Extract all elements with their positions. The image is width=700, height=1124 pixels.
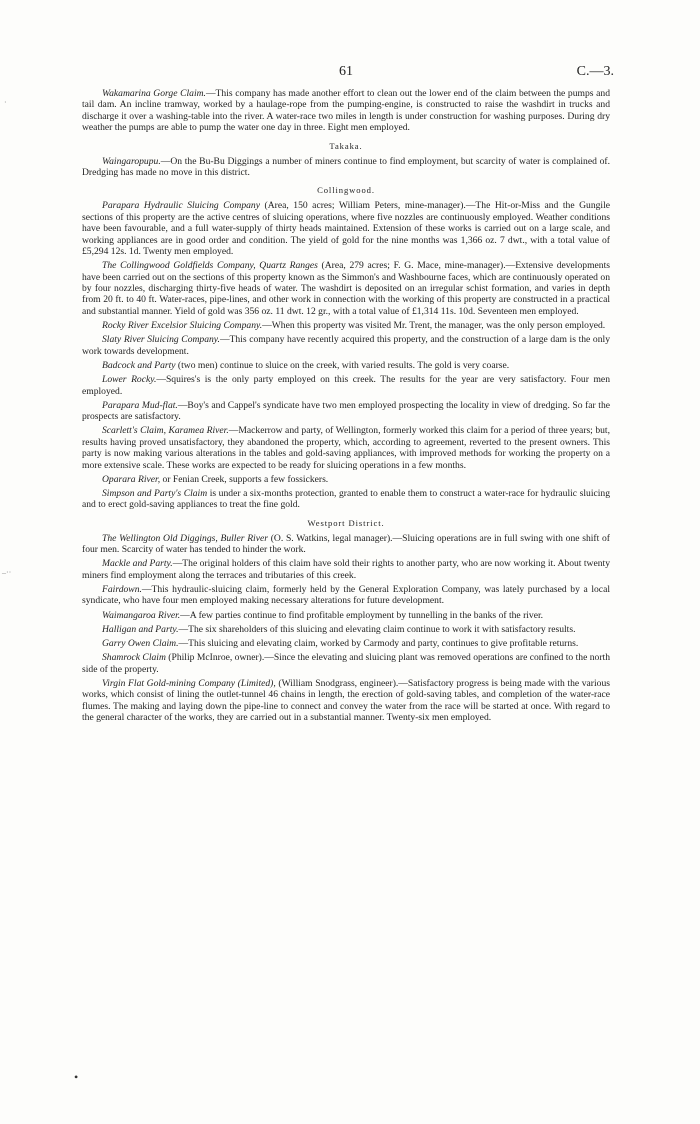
page-number: 61	[339, 64, 353, 79]
document-body	[82, 88, 610, 723]
paragraph-title: Lower Rocky.	[102, 374, 157, 386]
paragraph-title: Halligan and Party.	[102, 623, 179, 635]
paragraph	[82, 88, 610, 134]
paragraph-title: Parapara Mud-flat.	[102, 399, 178, 411]
paragraph-text: (O. S. Watkins, legal manager).—Sluicing operations are in full swing with one shift of four men. Scarcity of water has tended to hinder the work.	[82, 532, 610, 556]
paragraph-title: Slaty River Sluicing Company.	[102, 334, 220, 346]
paragraph	[82, 488, 610, 511]
paragraph-title: Fairdown.	[102, 583, 142, 595]
section-heading: Collingwood.	[317, 185, 375, 196]
margin-dot-bottom: •	[74, 1070, 79, 1084]
paragraph-text: (William Snodgrass, engineer).—Satisfactory progress is being made with the various works, which consist of lining the outlet-tunnel 46 chains in length, the erection of gold-saving tables, and completion of the water-race flumes. The making and laying down the pipe-line to connect and convey the water from the race will be started at once. With regard to the general character of the works, they are carried out in a substantial manner. Twenty-six men employed.	[82, 677, 610, 724]
paragraph-text: —The original holders of this claim have sold their rights to another party, who are now working it. About twenty miners find employment along the terraces and tributaries of this creek.	[82, 558, 610, 581]
paragraph	[82, 374, 610, 397]
paragraph	[82, 533, 610, 556]
page-header	[82, 64, 614, 88]
section-heading: Takaka.	[329, 140, 363, 151]
paragraph	[82, 624, 610, 635]
paragraph	[82, 425, 610, 471]
paragraph-text: —This sluicing and elevating claim, worked by Carmody and party, continues to give profitable returns.	[178, 638, 579, 649]
paragraph-title: Simpson and Party's Claim	[102, 487, 208, 499]
document-page	[82, 64, 614, 726]
paragraph-text: —Squires's is the only party employed on this creek. The results for the year are very satisfactory. Four men employed.	[82, 374, 610, 397]
paragraph-text: —On the Bu-Bu Diggings a number of miners continue to find employment, but scarcity of water is complained of. Dredging has made no move in this district.	[82, 155, 610, 179]
paragraph-text: or Fenian Creek, supports a few fossickers.	[160, 473, 329, 485]
paragraph-title: Rocky River Excelsior Sluicing Company.	[102, 320, 263, 332]
margin-tick-top: ·	[4, 98, 7, 107]
paragraph	[82, 610, 610, 621]
paragraph	[82, 652, 610, 675]
paragraph-text: (Area, 279 acres; F. G. Mace, mine-manager).—Extensive developments have been carried out on the sections of this property known as the Simmon's and Washbourne faces, which are continuously operated on by four nozzles, discharging thirty-five heads of water. The washdirt is deposited on an irregular schist formation, and varies in depth from 20 ft. to 40 ft. Water-races, pipe-lines, and other work in connection with the working of this property are constructed in a practical and substantial manner. Yield of gold was 356 oz. 11 dwt. 12 gr., with a total value of £1,314 11s. 10d. Seventeen men employed.	[82, 260, 610, 317]
paragraph-title: The Wellington Old Diggings, Buller River	[102, 532, 268, 544]
paragraph-title: Waimangaroa River.	[102, 609, 181, 621]
paragraph-title: Scarlett's Claim, Karamea River.	[102, 425, 229, 437]
paragraph	[82, 474, 610, 485]
paragraph	[82, 260, 610, 317]
paragraph-title: Garry Owen Claim.	[102, 638, 179, 649]
paragraph	[82, 360, 610, 371]
paragraph	[82, 678, 610, 724]
paragraph-text: —The six shareholders of this sluicing and elevating claim continue to work it with satisfactory results.	[178, 623, 576, 635]
paragraph-text: —When this property was visited Mr. Trent, the manager, was the only person employed.	[262, 320, 606, 332]
paragraph-text: —Boy's and Cappel's syndicate have two men employed prospecting the locality in view of dredging. So far the prospects are satisfactory.	[82, 399, 610, 423]
paragraph-title: Badcock and Party	[102, 359, 176, 371]
paragraph	[82, 584, 610, 607]
paragraph-text: —This company has made another effort to clean out the lower end of the claim between the pumps and tail dam. An incline tramway, worked by a haulage-rope from the pumping-engine, is constructed to raise the washdirt in trucks and discharge it over a washing-table into the river. A water-race two miles in length is under construction for washing purposes. During dry weather the pumps are able to pump the water one day in three. Eight men employed.	[82, 88, 610, 134]
margin-tick-middle: –··	[2, 568, 12, 577]
paragraph	[82, 320, 610, 331]
paragraph	[82, 400, 610, 423]
paragraph-title: Wakamarina Gorge Claim.	[102, 88, 206, 99]
paragraph-title: Virgin Flat Gold-mining Company (Limited),	[102, 677, 276, 689]
paragraph-text: is under a six-months protection, granted to enable them to construct a water-race for hydraulic sluicing and to erect gold-saving appliances to treat the fine gold.	[82, 487, 611, 511]
paragraph	[82, 638, 610, 649]
paragraph-title: Shamrock Claim	[102, 652, 166, 664]
paragraph	[82, 558, 610, 581]
paragraph-text: —This company have recently acquired this property, and the construction of a large dam is the only work towards development.	[82, 334, 610, 357]
document-reference: C.—3.	[576, 64, 614, 79]
paragraph-text: —A few parties continue to find profitable employment by tunnelling in the banks of the river.	[180, 609, 544, 621]
paragraph-text: —Mackerrow and party, of Wellington, formerly worked this claim for a period of three years; but, results having proved unsatisfactory, they abandoned the property, which, according to agreement, reverted to the present owners. This party is now making various alterations in the tables and gold-saving appliances, with improved methods for working the property on a more extensive scale. These works are expected to be ready for sluicing operations in a few months.	[82, 425, 610, 471]
paragraph-text: (Philip McInroe, owner).—Since the elevating and sluicing plant was removed operations are confined to the north side of the property.	[82, 652, 610, 675]
section-heading: Westport District.	[307, 517, 385, 528]
paragraph-text: (two men) continue to sluice on the creek, with varied results. The gold is very coarse.	[175, 359, 510, 371]
paragraph-text: (Area, 150 acres; William Peters, mine-manager).—The Hit-or-Miss and the Gungile sections of this property are the active centres of sluicing operations, where five nozzles are continuously employed. Weather conditions have been favourable, and a full water-supply of thirty heads maintained. Extension of these works is carried out on a large scale, and working appliances are in good order and condition. The yield of gold for the nine months was 1,366 oz. 7 dwt., with a total value of £5,294 12s. 1d. Twenty men employed.	[82, 200, 611, 258]
paragraph-title: Mackle and Party.	[102, 558, 173, 570]
paragraph-text: —This hydraulic-sluicing claim, formerly held by the General Exploration Company, was lately purchased by a local syndicate, who have four men employed making necessary alterations for future development.	[82, 583, 610, 607]
paragraph-title: Waingaropupu.	[102, 155, 161, 167]
paragraph-title: Parapara Hydraulic Sluicing Company	[102, 200, 260, 212]
paragraph-title: The Collingwood Goldfields Company, Quartz Ranges	[102, 260, 318, 272]
paragraph	[82, 200, 610, 257]
paragraph-title: Oparara River,	[102, 473, 161, 485]
paragraph	[82, 334, 610, 357]
paragraph	[82, 156, 610, 179]
